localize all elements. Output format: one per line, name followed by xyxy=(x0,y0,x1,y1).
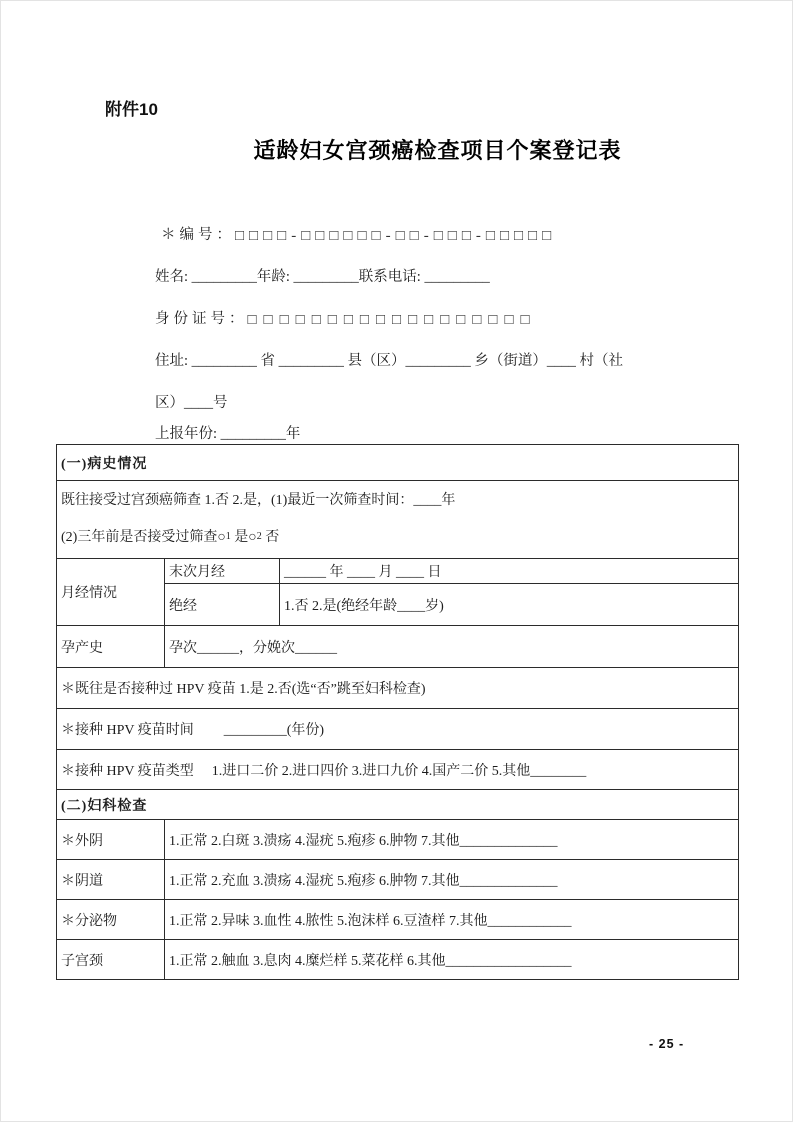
hpv-vaccinated-line: ＊既往是否接种过 HPV 疫苗 1.是 2.否(选“否”跳至妇科检查) xyxy=(57,668,739,709)
cervix-options: 1.正常 2.触血 3.息肉 4.糜烂样 5.菜花样 6.其他__________________ xyxy=(165,940,739,980)
hpv-vaccine-time-label: ＊接种 HPV 疫苗时间 xyxy=(61,723,194,738)
page-number: - 25 - xyxy=(649,1037,685,1051)
table-row xyxy=(57,790,739,820)
id-number-line xyxy=(155,307,537,329)
report-year-line: 上报年份: _________年 xyxy=(155,426,301,442)
serial-number-label: ＊编号： xyxy=(161,227,235,243)
table-row xyxy=(57,709,739,750)
address-line-2: 区）____号 xyxy=(155,395,228,411)
registration-form-table xyxy=(56,444,739,980)
cervix-label: 子宫颈 xyxy=(57,940,165,980)
name-age-phone-line: 姓名: _________年龄: _________联系电话: _________ xyxy=(155,269,490,285)
prior-screening-cell xyxy=(57,481,739,559)
menstrual-status-label: 月经情况 xyxy=(57,559,165,626)
table-row xyxy=(57,940,739,980)
pregnancy-history-label: 孕产史 xyxy=(57,626,165,668)
table-row xyxy=(57,860,739,900)
table-row xyxy=(57,559,739,584)
last-period-value: ______ 年 ____ 月 ____ 日 xyxy=(280,559,739,584)
menopause-value: 1.否 2.是(绝经年龄____岁) xyxy=(280,584,739,626)
table-row xyxy=(57,445,739,481)
table-row xyxy=(57,626,739,668)
menopause-label: 绝经 xyxy=(165,584,280,626)
attachment-label: 附件10 xyxy=(105,100,158,119)
table-row xyxy=(57,481,739,559)
section-header-gyn-exam: (二)妇科检查 xyxy=(57,790,739,820)
hpv-vaccine-time-cell xyxy=(57,709,739,750)
hpv-vaccine-type-cell xyxy=(57,750,739,790)
table-row xyxy=(57,900,739,940)
id-number-label: 身份证号： xyxy=(155,311,248,327)
vulva-options: 1.正常 2.白斑 3.溃疡 4.湿疣 5.疱疹 6.肿物 7.其他______________ xyxy=(165,820,739,860)
hpv-vaccine-type-label: ＊接种 HPV 疫苗类型 xyxy=(61,763,194,779)
id-number-boxes: □□□□□□□□□□□□□□□□□□ xyxy=(247,312,537,328)
vulva-label: ＊外阴 xyxy=(57,820,165,860)
secretion-label: ＊分泌物 xyxy=(57,900,165,940)
table-row xyxy=(57,820,739,860)
prior-screening-line2: (2)三年前是否接受过筛查○$^1$ 是○$^2$ 否 xyxy=(61,530,280,545)
serial-number-boxes: □□□□-□□□□□□-□□-□□□-□□□□□ xyxy=(235,228,557,244)
secretion-options: 1.正常 2.异味 3.血性 4.脓性 5.泡沫样 6.豆渣样 7.其他____________ xyxy=(165,900,739,940)
table-row xyxy=(57,668,739,709)
pregnancy-history-value: 孕次______，分娩次______ xyxy=(165,626,739,668)
title-row xyxy=(1,134,792,165)
page-title: 适龄妇女宫颈癌检查项目个案登记表 xyxy=(253,138,622,163)
last-period-label: 末次月经 xyxy=(165,559,280,584)
address-line-1: 住址: _________ 省 _________ 县（区）_________ 乡（街道）____ 村（社 xyxy=(155,353,624,369)
hpv-vaccine-type-value: 1.进口二价 2.进口四价 3.进口九价 4.国产二价 5.其他________ xyxy=(211,763,587,779)
vagina-label: ＊阴道 xyxy=(57,860,165,900)
hpv-vaccine-time-value: _________(年份) xyxy=(223,723,325,738)
vagina-options: 1.正常 2.充血 3.溃疡 4.湿疣 5.疱疹 6.肿物 7.其他______________ xyxy=(165,860,739,900)
section-header-medical-history: (一)病史情况 xyxy=(57,445,739,481)
serial-number-line xyxy=(161,223,556,245)
prior-screening-line1: 既往接受过宫颈癌筛查 1.否 2.是，(1)最近一次筛查时间：____年 xyxy=(61,493,456,508)
table-row xyxy=(57,750,739,790)
